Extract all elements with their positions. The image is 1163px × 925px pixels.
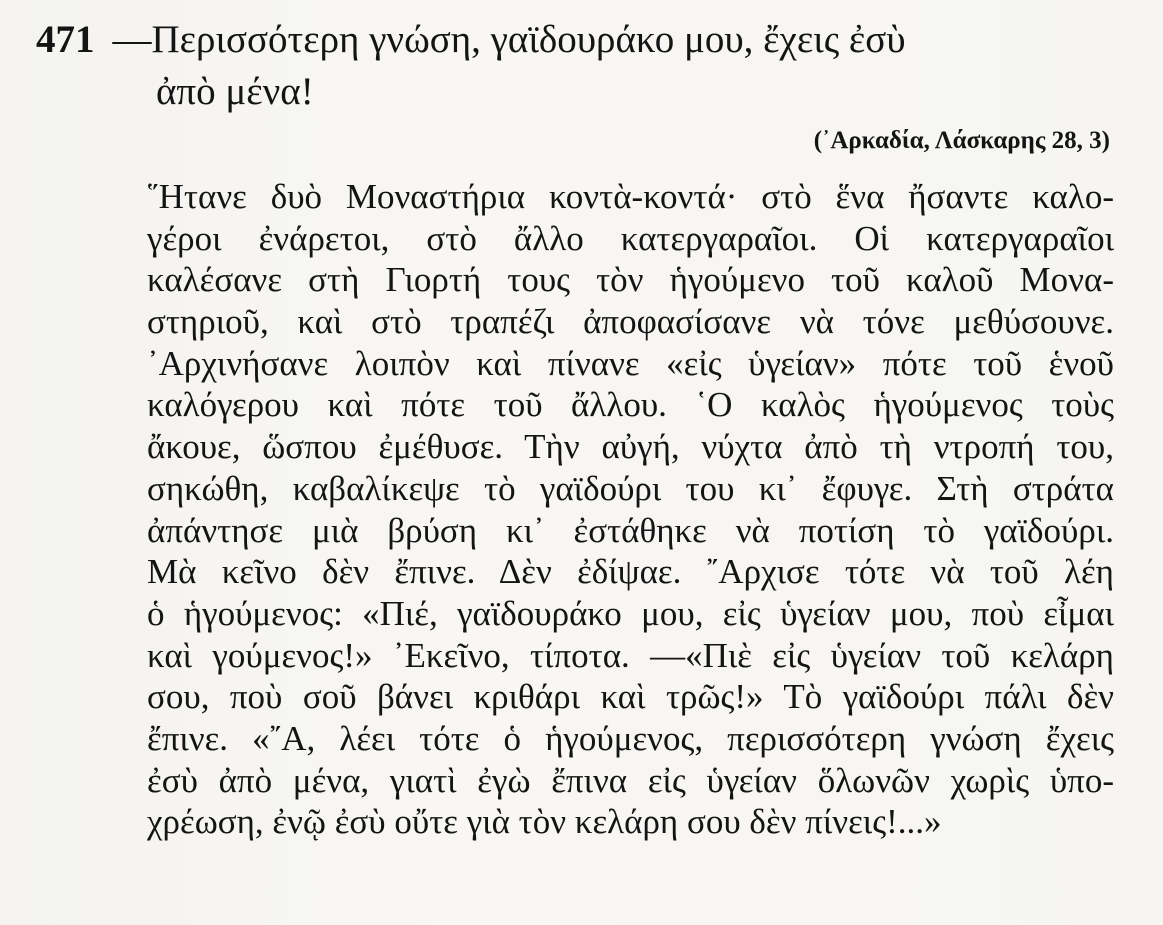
story-line: σου, ποὺ σοῦ βάνει κριθάρι καὶ τρῶς!» Τὸ γαϊδούρι πάλι δὲν <box>147 677 1114 717</box>
story-line: ὁ ἡγούμενος: «Πιέ, γαϊδουράκο μου, εἰς ὑγείαν μου, ποὺ εἶμαι <box>147 593 1114 633</box>
story-line: ἀπάντησε μιὰ βρύση κι᾽ ἐστάθηκε νὰ ποτίση τὸ γαϊδούρι. <box>147 510 1114 550</box>
story-line: ἄκουε, ὥσπου ἐμέθυσε. Τὴν αὐγή, νύχτα ἀπὸ τὴ ντροπή του, <box>147 427 1114 467</box>
entry-title-line-1 <box>36 14 1118 66</box>
story-line: χρέωση, ἐνῷ ἐσὺ οὔτε γιὰ τὸν κελάρη σου δὲν πίνεις!...» <box>147 802 942 842</box>
story-line: στηριοῦ, καὶ στὸ τραπέζι ἀποφασίσανε νὰ τόνε μεθύσουνε. <box>147 302 1114 342</box>
entry-number: 471 <box>36 18 95 61</box>
story-line: ῞Ητανε δυὸ Μοναστήρια κοντὰ-κοντά· στὸ ἕνα ἤσαντε καλο- <box>147 177 1114 216</box>
story-text <box>147 176 1114 843</box>
story-line: καλόγερου καὶ πότε τοῦ ἄλλου. ῾Ο καλὸς ἡγούμενος τοὺς <box>147 385 1114 425</box>
entry-header <box>36 14 1118 118</box>
story-line: ἔπινε. «῎Α, λέει τότε ὁ ἡγούμενος, περισσότερη γνώση ἔχεις <box>147 718 1114 758</box>
story-line: σηκώθη, καβαλίκεψε τὸ γαϊδούρι του κι᾽ ἔφυγε. Στὴ στράτα <box>147 468 1114 508</box>
story-line: ᾽Αρχινήσανε λοιπὸν καὶ πίνανε «εἰς ὑγείαν» πότε τοῦ ἑνοῦ <box>147 343 1114 383</box>
story-line: καὶ γούμενος!» ᾽Εκεῖνο, τίποτα. —«Πιὲ εἰς ὑγείαν τοῦ κελάρη <box>147 635 1114 675</box>
entry-source: (᾽Αρκαδία, Λάσκαρης 28, 3) <box>813 127 1110 154</box>
story-line: καλέσανε στὴ Γιορτή τους τὸν ἡγούμενο τοῦ καλοῦ Μονα- <box>147 260 1114 300</box>
entry-title-line-2: ἀπὸ μένα! <box>156 70 314 113</box>
story-line: γέροι ἐνάρετοι, στὸ ἄλλο κατεργαραῖοι. Οἱ κατεργαραῖοι <box>147 218 1114 258</box>
story-line: Μὰ κεῖνο δὲν ἔπινε. Δὲν ἐδίψαε. ῎Αρχισε τότε νὰ τοῦ λέη <box>147 552 1114 592</box>
story-line: ἐσὺ ἀπὸ μένα, γιατὶ ἐγὼ ἔπινα εἰς ὑγείαν ὅλωνῶν χωρὶς ὑπο- <box>147 760 1114 800</box>
entry-title-text-1: —Περισσότερη γνώση, γαϊδουράκο μου, ἔχεις ἐσὺ <box>112 18 906 61</box>
entry-title-left <box>36 14 906 66</box>
